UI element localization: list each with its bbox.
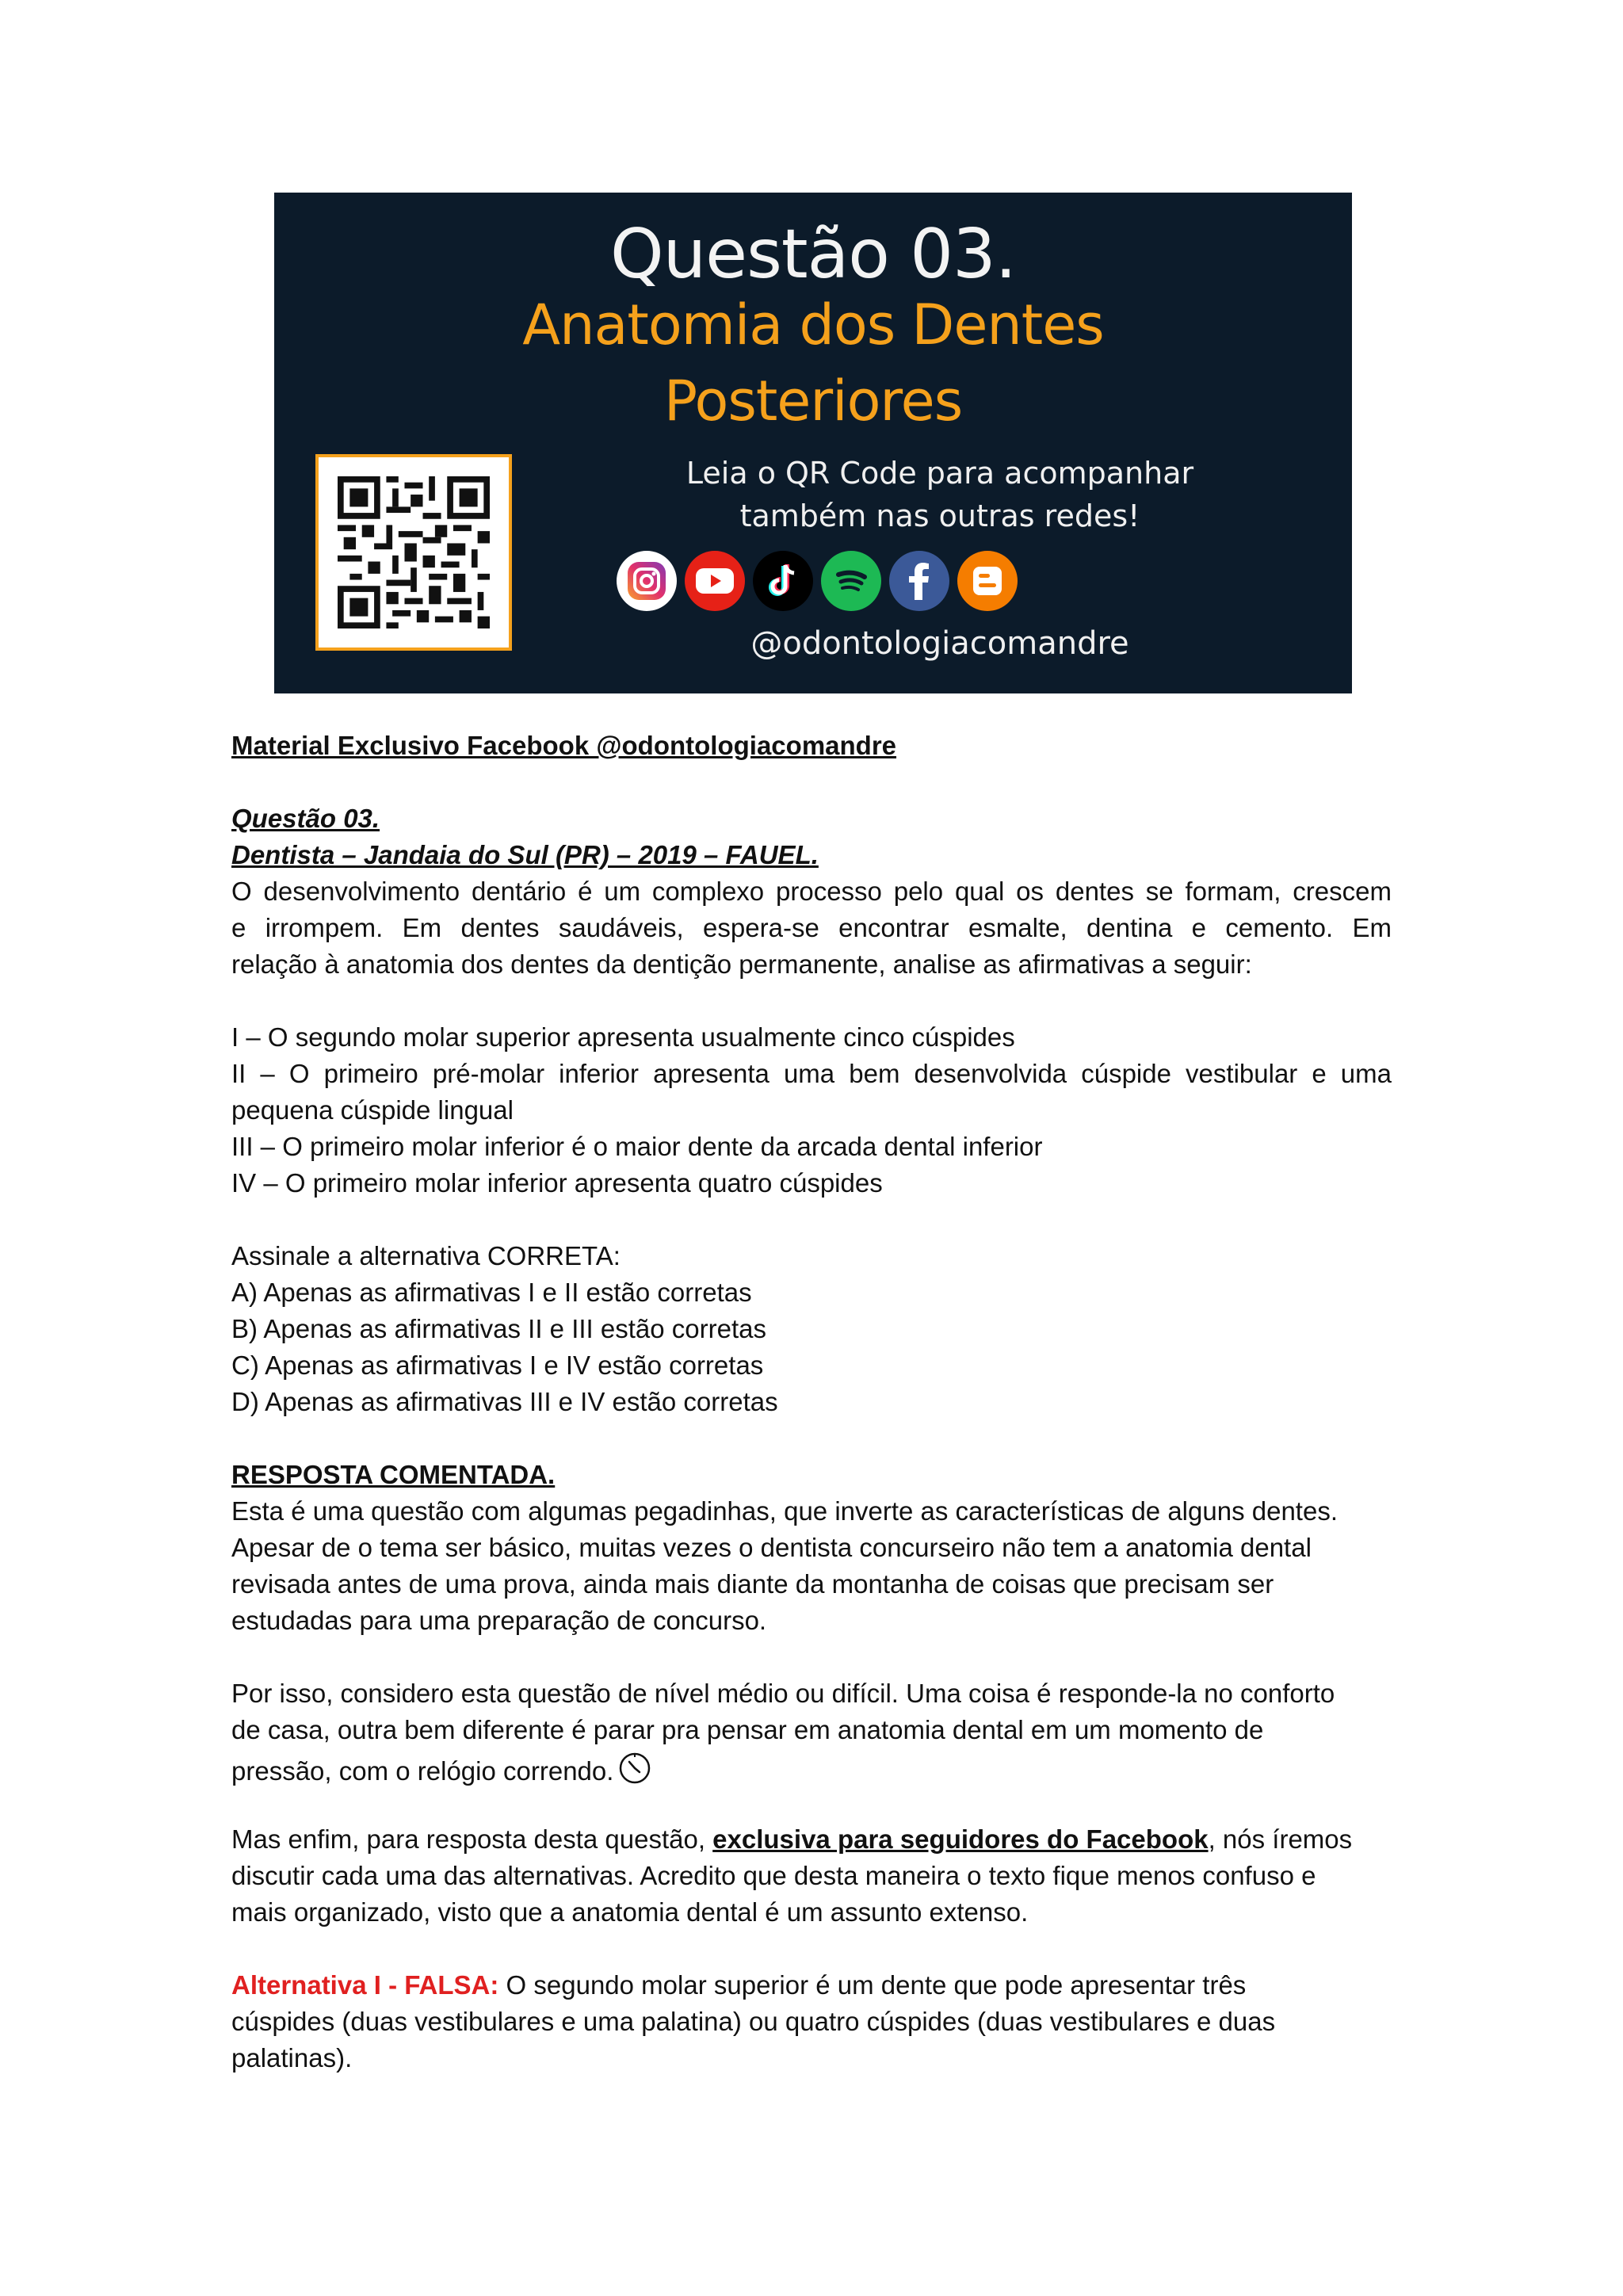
- qr-code-pattern: [338, 476, 490, 628]
- intro-line: O desenvolvimento dentário é um complexo processo pelo qual os dentes se formam, crescem: [231, 877, 1392, 906]
- alternative-i-line: palatinas).: [231, 2043, 353, 2073]
- statement-ii: II – O primeiro pré-molar inferior apresenta uma bem desenvolvida cúspide vestibular e uma: [231, 1059, 1392, 1088]
- statement-iii: III – O primeiro molar inferior é o maior dente da arcada dental inferior: [231, 1132, 1043, 1161]
- answer-heading: RESPOSTA COMENTADA.: [231, 1460, 556, 1489]
- exclusive-header: Material Exclusivo Facebook @odontologiacomandre: [231, 731, 897, 760]
- instagram-icon[interactable]: [617, 551, 677, 611]
- paragraph1-line: estudadas para uma preparação de concurso.: [231, 1606, 767, 1635]
- paragraph2-text: pressão, com o relógio correndo.: [231, 1756, 614, 1786]
- clock-icon: [618, 1752, 651, 1794]
- alternative-i-text: O segundo molar superior é um dente que pode apresentar três: [498, 1970, 1247, 2000]
- option-c: C) Apenas as afirmativas I e IV estão corretas: [231, 1350, 764, 1380]
- statement-iv: IV – O primeiro molar inferior apresenta quatro cúspides: [231, 1168, 883, 1198]
- intro-line: e irrompem. Em dentes saudáveis, espera-se encontrar esmalte, dentina e cemento. Em: [231, 913, 1392, 942]
- social-icons: [617, 551, 1018, 611]
- paragraph3-line: mais organizado, visto que a anatomia dental é um assunto extenso.: [231, 1897, 1029, 1927]
- question-source: Dentista – Jandaia do Sul (PR) – 2019 – FAUEL.: [231, 840, 819, 869]
- banner-subtitle-line2: Posteriores: [663, 369, 963, 434]
- paragraph3-line: [231, 1821, 1352, 1858]
- banner-lead-line2: também nas outras redes!: [739, 499, 1140, 533]
- alternative-i-line: [231, 1967, 1246, 2004]
- statement-i: I – O segundo molar superior apresenta usualmente cinco cúspides: [231, 1022, 1015, 1052]
- question-title: Questão 03.: [231, 804, 380, 833]
- facebook-icon[interactable]: [889, 551, 949, 611]
- paragraph3-post: , nós íremos: [1208, 1824, 1353, 1854]
- banner-handle: @odontologiacomandre: [750, 625, 1129, 662]
- answer-prompt: Assinale a alternativa CORRETA:: [231, 1241, 621, 1270]
- option-d: D) Apenas as afirmativas III e IV estão corretas: [231, 1387, 778, 1416]
- spotify-icon[interactable]: [821, 551, 881, 611]
- paragraph2-line-last: [231, 1752, 651, 1794]
- intro-line: relação à anatomia dos dentes da dentição permanente, analise as afirmativas a seguir:: [231, 949, 1252, 979]
- blogger-icon[interactable]: [957, 551, 1018, 611]
- youtube-icon[interactable]: [685, 551, 745, 611]
- paragraph1-line: Apesar de o tema ser básico, muitas vezes o dentista concurseiro não tem a anatomia dental: [231, 1533, 1312, 1562]
- qr-code[interactable]: [315, 454, 512, 651]
- banner-title: Questão 03.: [609, 215, 1017, 294]
- tiktok-icon[interactable]: [753, 551, 813, 611]
- statement-ii-cont: pequena cúspide lingual: [231, 1095, 514, 1125]
- facebook-exclusive-link[interactable]: exclusiva para seguidores do Facebook: [712, 1824, 1209, 1854]
- banner-subtitle-line1: Anatomia dos Dentes: [522, 292, 1104, 357]
- alternative-i-label: Alternativa I - FALSA:: [231, 1970, 499, 2000]
- paragraph2-line: de casa, outra bem diferente é parar pra pensar em anatomia dental em um momento de: [231, 1715, 1264, 1744]
- paragraph2-line: Por isso, considero esta questão de nível médio ou difícil. Uma coisa é responde-la no conforto: [231, 1679, 1335, 1708]
- banner-lead-line1: Leia o QR Code para acompanhar: [685, 456, 1194, 491]
- paragraph1-line: revisada antes de uma prova, ainda mais diante da montanha de coisas que precisam ser: [231, 1569, 1274, 1599]
- alternative-i-line: cúspides (duas vestibulares e uma palatina) ou quatro cúspides (duas vestibulares e duas: [231, 2007, 1276, 2036]
- option-a: A) Apenas as afirmativas I e II estão corretas: [231, 1278, 752, 1307]
- paragraph1-line: Esta é uma questão com algumas pegadinhas, que inverte as características de alguns dentes.: [231, 1496, 1338, 1526]
- paragraph3-line: discutir cada uma das alternativas. Acredito que desta maneira o texto fique menos confuso e: [231, 1861, 1316, 1890]
- option-b: B) Apenas as afirmativas II e III estão corretas: [231, 1314, 766, 1343]
- promo-banner: [274, 193, 1352, 693]
- paragraph3-pre: Mas enfim, para resposta desta questão,: [231, 1824, 713, 1854]
